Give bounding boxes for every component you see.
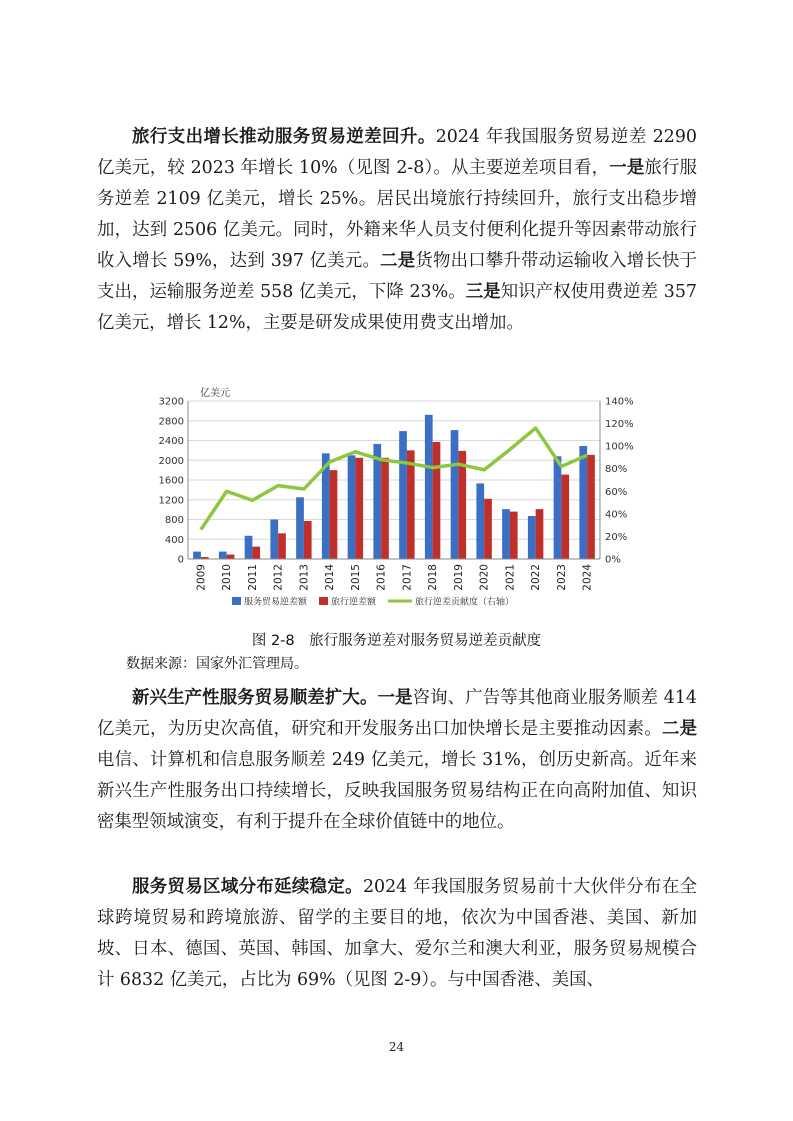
y-right-tick-label: 0% [605, 554, 621, 566]
y-left-tick-label: 400 [164, 534, 184, 546]
line-travel-contribution [201, 428, 587, 530]
page-number: 24 [388, 1040, 405, 1054]
x-tick-label: 2020 [478, 564, 491, 591]
figure-caption: 图 2-8 旅行服务逆差对服务贸易逆差贡献度 [251, 633, 542, 649]
bar-service-deficit [579, 446, 587, 559]
bar-service-deficit [373, 444, 381, 559]
legend-swatch [232, 597, 241, 605]
bar-service-deficit [425, 415, 433, 559]
paragraph-travel-deficit [97, 122, 697, 339]
bar-travel-deficit [227, 555, 235, 559]
legend-label: 服务贸易逆差额 [244, 597, 308, 608]
bar-travel-deficit [587, 455, 595, 559]
paragraph-emerging-services [97, 683, 697, 838]
paragraph-text: 2024 年我国服务贸易逆差 2290 亿美元，较 2023 年增长 10%（见图 2-8）。从主要逆差项目看， [97, 127, 697, 178]
legend-label: 旅行逆差贡献度（右轴） [415, 597, 515, 608]
chart-figure-2-8 [150, 383, 650, 615]
x-tick-label: 2012 [272, 564, 285, 591]
paragraph-text: 咨询、广告等其他商业服务顺差 414 亿美元，为历史次高值，研究和开发服务出口加快增长是主要推动因素。 [97, 688, 697, 739]
bar-service-deficit [245, 536, 253, 559]
x-tick-label: 2023 [555, 564, 568, 591]
bar-service-deficit [348, 455, 356, 559]
keyword-second: 二是 [661, 719, 697, 739]
x-tick-label: 2022 [530, 564, 543, 591]
x-tick-label: 2014 [324, 564, 337, 591]
x-tick-label: 2024 [581, 564, 594, 591]
bar-service-deficit [502, 509, 510, 559]
chart-legend [232, 596, 514, 608]
bar-travel-deficit [561, 475, 569, 559]
bar-service-deficit [193, 552, 201, 559]
paragraph-lead: 服务贸易区域分布延续稳定。 [132, 877, 363, 897]
x-tick-label: 2019 [452, 564, 465, 591]
y-left-tick-label: 0 [177, 554, 184, 566]
bar-service-deficit [554, 456, 562, 559]
bar-service-deficit [219, 552, 227, 559]
y-right-tick-label: 60% [605, 486, 628, 498]
chart-ylabel: 亿美元 [200, 388, 230, 399]
keyword-second: 二是 [380, 251, 416, 271]
chart-bars [193, 415, 595, 559]
y-left-tick-label: 800 [164, 515, 184, 526]
bar-service-deficit [296, 497, 304, 559]
y-left-tick-label: 1600 [158, 475, 184, 487]
legend-label: 旅行逆差额 [331, 597, 377, 608]
x-tick-label: 2013 [298, 564, 311, 591]
y-left-tick-label: 3200 [158, 396, 184, 408]
paragraph-text: 电信、计算机和信息服务顺差 249 亿美元，增长 31%，创历史新高。近年来新兴生产性服务出口持续增长，反映我国服务贸易结构正在向高附加值、知识密集型领域演变，有利于提升在全球价值链中的地位。 [97, 750, 697, 832]
bar-travel-deficit [407, 450, 415, 559]
bar-travel-deficit [433, 442, 441, 559]
x-tick-label: 2016 [375, 564, 388, 591]
x-tick-label: 2021 [504, 564, 517, 591]
bar-travel-deficit [330, 470, 338, 559]
y-right-tick-label: 80% [605, 464, 628, 476]
x-tick-label: 2018 [427, 564, 440, 591]
y-left-tick-label: 2000 [158, 455, 184, 467]
bar-service-deficit [476, 483, 484, 559]
bar-travel-deficit [536, 509, 544, 559]
bar-travel-deficit [381, 458, 389, 559]
chart-svg [150, 383, 650, 615]
x-tick-label: 2009 [195, 564, 208, 591]
bar-service-deficit [451, 430, 459, 559]
paragraph-text: 货物出口攀升带动运输收入增长快于支出，运输服务逆差 558 亿美元，下降 23%。 [97, 251, 697, 302]
paragraph-text: 旅行服务逆差 2109 亿美元，增长 25%。居民出境旅行持续回升，旅行支出稳步增加，达到 2506 亿美元。同时，外籍来华人员支付便利化提升等因素带动旅行收入增长 59%，达到 397 亿美元。 [97, 158, 697, 271]
x-tick-label: 2015 [349, 564, 362, 591]
keyword-first: 一是 [609, 158, 645, 178]
paragraph-text: 知识产权使用费逆差 357 亿美元，增长 12%，主要是研发成果使用费支出增加。 [97, 282, 697, 333]
x-tick-label: 2017 [401, 564, 414, 591]
y-right-tick-label: 100% [605, 441, 634, 453]
y-right-tick-label: 40% [605, 509, 628, 521]
y-right-tick-label: 140% [605, 396, 634, 408]
x-tick-label: 2011 [246, 564, 259, 591]
y-left-tick-label: 2400 [158, 436, 184, 447]
bar-travel-deficit [252, 547, 260, 559]
paragraph-regional-distribution [97, 872, 697, 996]
y-right-tick-label: 120% [605, 419, 634, 431]
keyword-third: 三是 [465, 282, 501, 302]
bar-travel-deficit [510, 512, 518, 559]
bar-service-deficit [399, 431, 407, 559]
y-left-tick-label: 1200 [158, 495, 184, 507]
bar-travel-deficit [304, 521, 312, 559]
bar-travel-deficit [484, 499, 492, 559]
bar-service-deficit [528, 516, 536, 559]
legend-swatch [319, 597, 328, 605]
chart-line [201, 428, 587, 530]
y-right-tick-label: 20% [605, 531, 628, 543]
bar-service-deficit [270, 520, 278, 560]
bar-travel-deficit [278, 533, 286, 559]
x-tick-label: 2010 [221, 564, 234, 591]
bar-travel-deficit [355, 458, 363, 559]
paragraph-lead: 旅行支出增长推动服务贸易逆差回升。 [132, 127, 436, 147]
paragraph-lead: 新兴生产性服务贸易顺差扩大。 [132, 688, 378, 708]
y-left-tick-label: 2800 [158, 416, 184, 428]
figure-source: 数据来源：国家外汇管理局。 [126, 656, 308, 672]
keyword-first: 一是 [377, 688, 413, 708]
paragraph-text: 2024 年我国服务贸易前十大伙伴分布在全球跨境贸易和跨境旅游、留学的主要目的地，依次为中国香港、美国、新加坡、日本、德国、英国、韩国、加拿大、爱尔兰和澳大利亚，服务贸易规模合计 6832 亿美元，占比为 69%（见图 2-9）。与中国香港、美国、 [97, 877, 697, 990]
